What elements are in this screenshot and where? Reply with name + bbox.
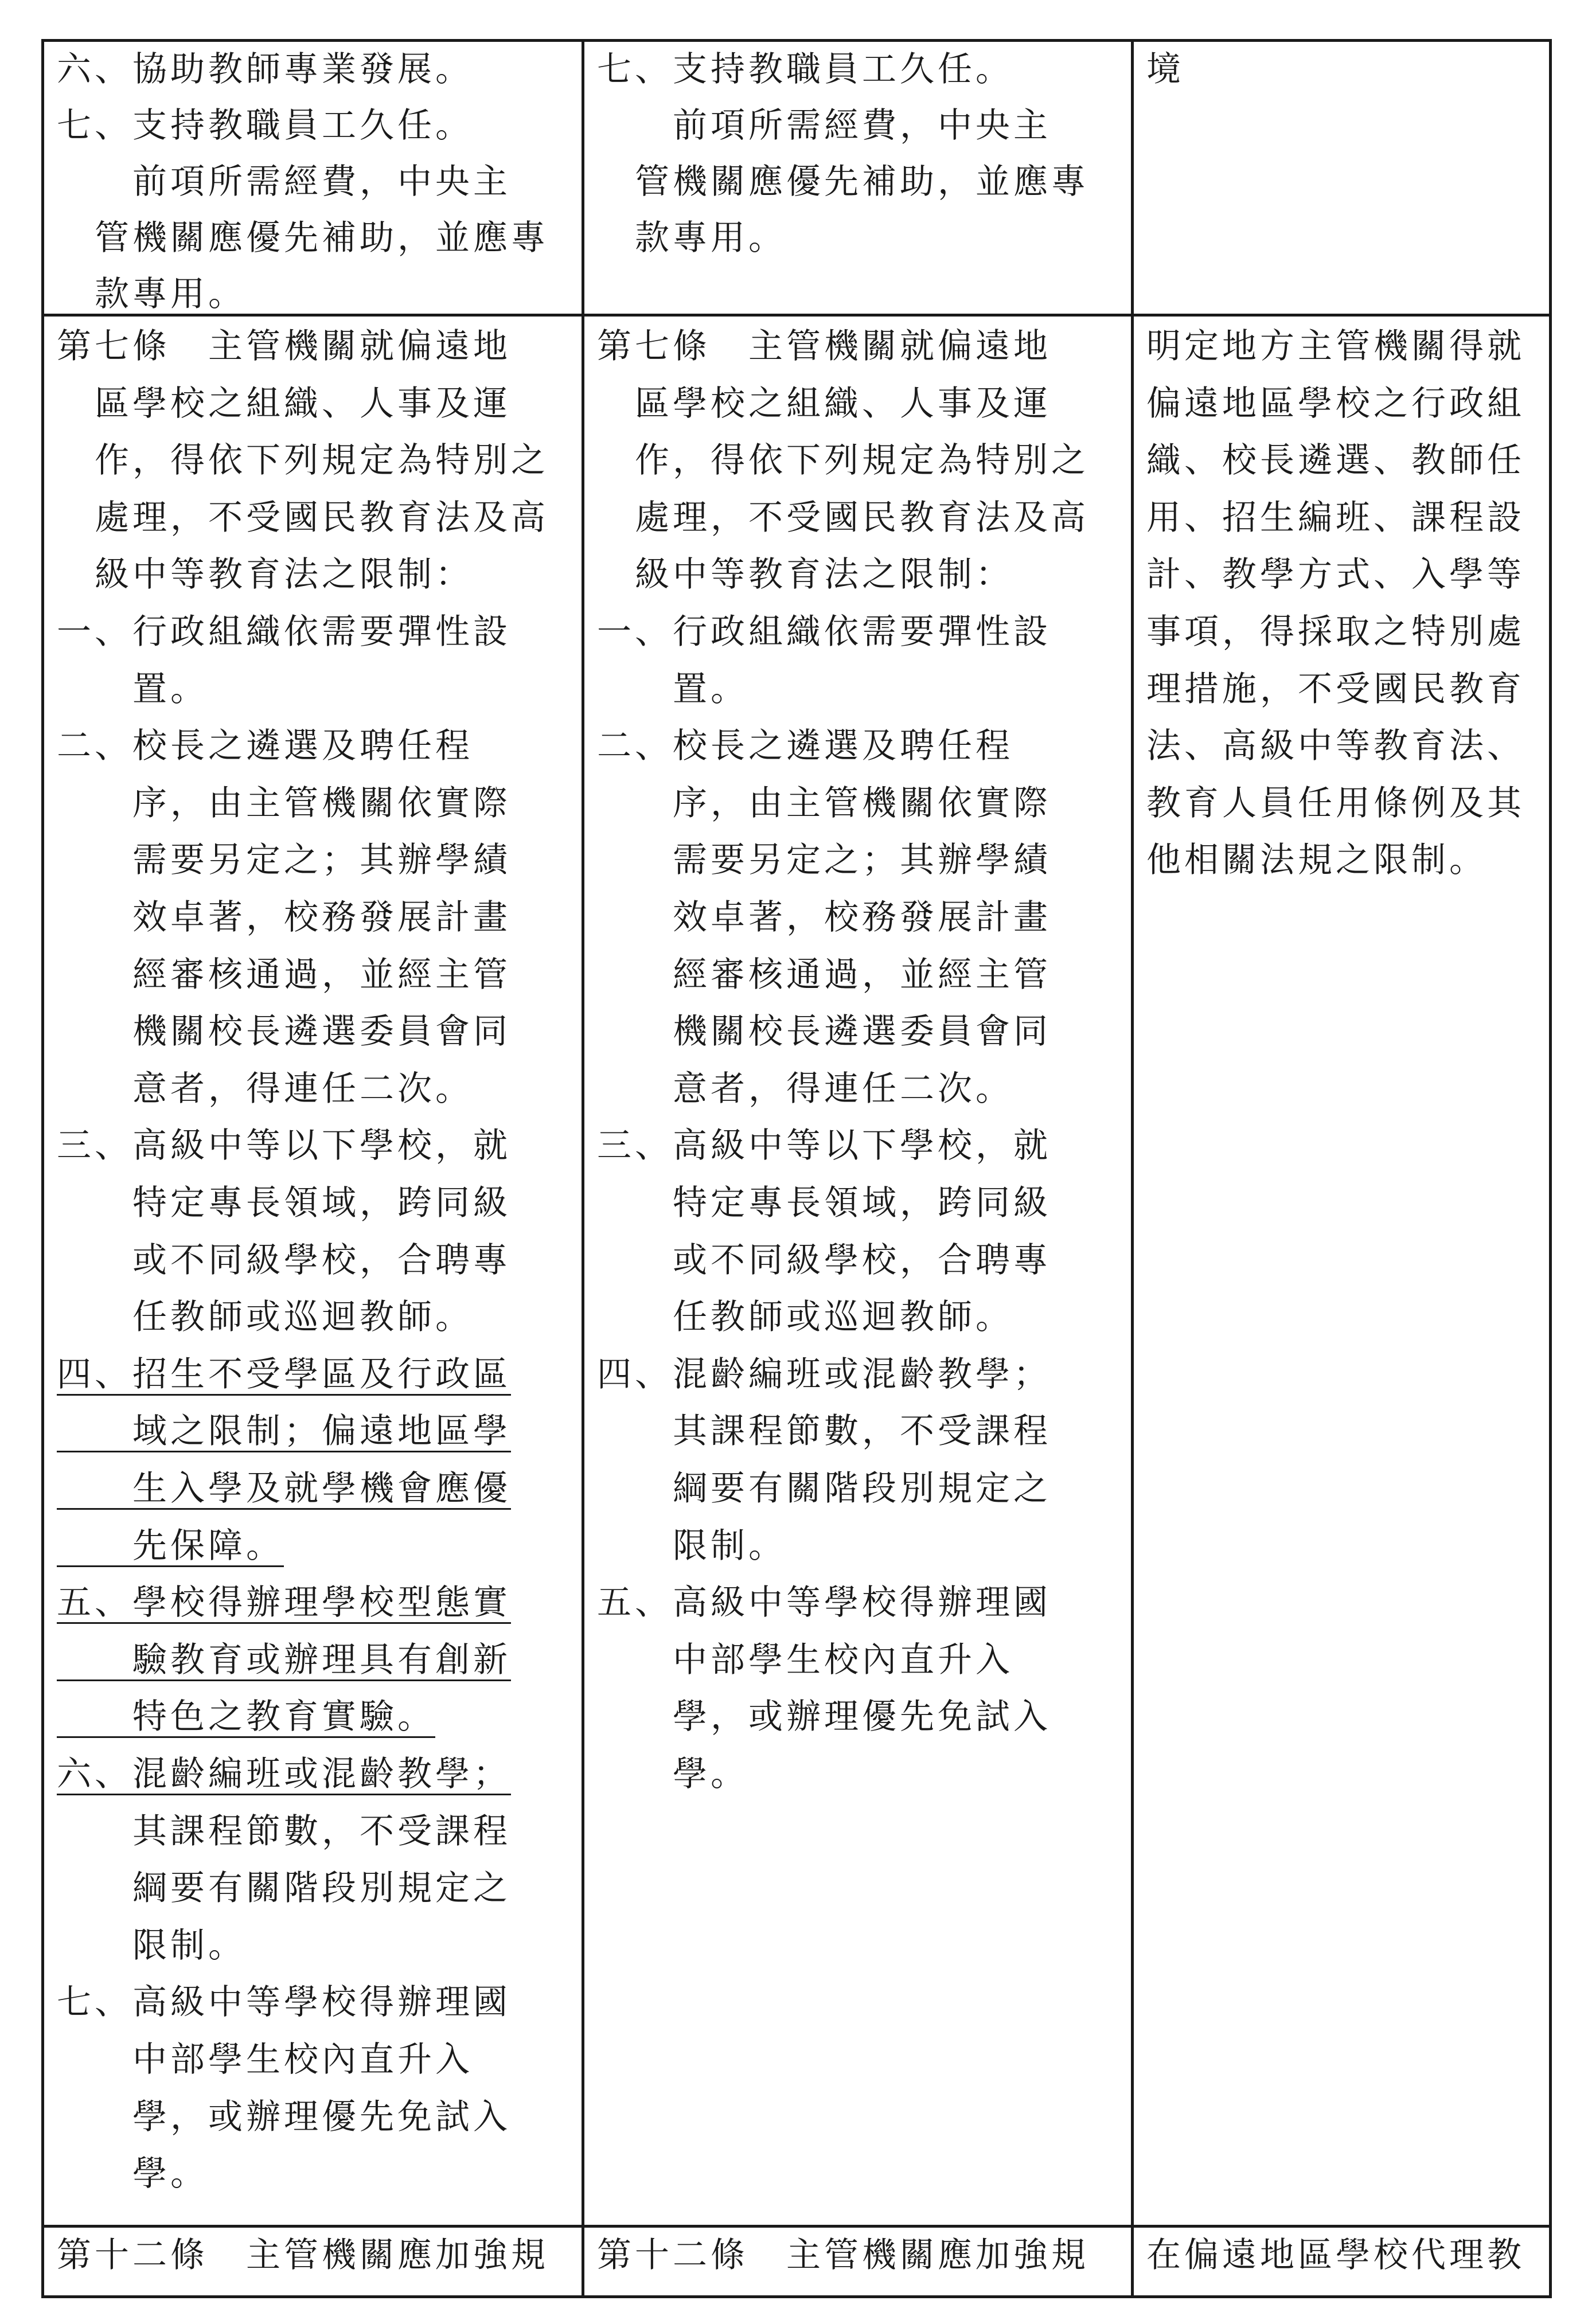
row-article-7-original-text-column [597,317,1126,2225]
row-article-12-explanation-column [1146,2228,1544,2295]
text-line: 其課程節數，不受課程 [57,1811,511,1852]
text-line: 綱要有關階段別規定之 [57,1868,511,1909]
text-line: 管機關應優先補助，並應專 [597,162,1089,202]
row-continuation-explanation-column [1146,42,1544,314]
text-line: 置。 [597,669,748,709]
table-border-left [41,39,44,2298]
text-line: 效卓著，校務發展計畫 [597,897,1051,938]
text-line: 織、校長遴選、教師任 [1146,440,1525,481]
text-line: 作，得依下列規定為特別之 [597,440,1089,481]
text-line: 置。 [57,669,208,709]
text-line: 處理，不受國民教育法及高 [57,497,549,538]
text-line: 區學校之組織、人事及運 [597,383,1051,424]
text-line: 驗教育或辦理具有創新 [57,1639,511,1680]
text-line: 處理，不受國民教育法及高 [597,497,1089,538]
table-column-divider [582,39,584,2298]
text-line: 序，由主管機關依實際 [597,783,1051,823]
text-line: 七、支持教職員工久任。 [57,106,473,146]
row-article-7-current-law-column [57,317,577,2225]
text-line: 限制。 [597,1525,786,1566]
text-line: 四、招生不受學區及行政區 [57,1354,511,1395]
text-line: 任教師或巡迴教師。 [597,1297,1013,1338]
text-line: 先保障。 [57,1525,284,1566]
text-line: 前項所需經費，中央主 [57,162,511,202]
text-line: 意者，得連任二次。 [57,1068,473,1109]
text-line: 經審核通過，並經主管 [57,954,511,995]
text-line: 計、教學方式、入學等 [1146,554,1525,595]
table-border-right [1549,39,1552,2298]
row-continuation-original-text-column [597,42,1126,314]
text-line: 法、高級中等教育法、 [1146,726,1525,767]
text-line: 作，得依下列規定為特別之 [57,440,549,481]
text-line: 任教師或巡迴教師。 [57,1297,473,1338]
text-line: 中部學生校內直升入 [597,1639,1013,1680]
text-line: 在偏遠地區學校代理教 [1146,2235,1525,2275]
text-line: 三、高級中等以下學校，就 [57,1126,511,1166]
text-line: 域之限制；偏遠地區學 [57,1411,511,1452]
text-line: 五、學校得辦理學校型態實 [57,1583,511,1623]
text-line: 前項所需經費，中央主 [597,106,1051,146]
text-line: 教育人員任用條例及其 [1146,783,1525,823]
text-line: 中部學生校內直升入 [57,2040,473,2080]
text-line: 第十二條 主管機關應加強規 [57,2235,549,2275]
row-article-12-current-law-column [57,2228,577,2295]
text-line: 三、高級中等以下學校，就 [597,1126,1051,1166]
text-line: 七、高級中等學校得辦理國 [57,1982,511,2023]
text-line: 需要另定之；其辦學績 [597,840,1051,881]
text-line: 級中等教育法之限制： [597,554,1013,595]
text-line: 用、招生編班、課程設 [1146,497,1525,538]
text-line: 他相關法規之限制。 [1146,840,1487,881]
text-line: 其課程節數，不受課程 [597,1411,1051,1452]
text-line: 區學校之組織、人事及運 [57,383,511,424]
text-line: 二、校長之遴選及聘任程 [57,726,473,767]
text-line: 境 [1146,49,1184,89]
row-continuation-current-law-column [57,42,577,314]
text-line: 機關校長遴選委員會同 [597,1011,1051,1052]
text-line: 綱要有關階段別規定之 [597,1468,1051,1509]
text-line: 六、協助教師專業發展。 [57,49,473,89]
text-line: 一、行政組織依需要彈性設 [57,612,511,652]
text-line: 需要另定之；其辦學績 [57,840,511,881]
text-line: 學，或辦理優先免試入 [57,2096,511,2137]
text-line: 特色之教育實驗。 [57,1697,435,1737]
text-line: 五、高級中等學校得辦理國 [597,1583,1051,1623]
text-line: 第十二條 主管機關應加強規 [597,2235,1089,2275]
row-article-7-explanation-column [1146,317,1544,2225]
text-line: 六、混齡編班或混齡教學； [57,1754,511,1794]
text-line: 學。 [597,1754,748,1794]
text-line: 一、行政組織依需要彈性設 [597,612,1051,652]
text-line: 特定專長領域，跨同級 [57,1183,511,1223]
row-article-12-original-text-column [597,2228,1126,2295]
text-line: 學。 [57,2154,208,2194]
text-line: 學，或辦理優先免試入 [597,1697,1051,1737]
text-line: 或不同級學校，合聘專 [57,1240,511,1280]
text-line: 款專用。 [57,274,246,314]
text-line: 生入學及就學機會應優 [57,1468,511,1509]
text-line: 二、校長之遴選及聘任程 [597,726,1013,767]
text-line: 偏遠地區學校之行政組 [1146,383,1525,424]
text-line: 事項，得採取之特別處 [1146,612,1525,652]
text-line: 四、混齡編班或混齡教學； [597,1354,1051,1395]
text-line: 序，由主管機關依實際 [57,783,511,823]
text-line: 明定地方主管機關得就 [1146,326,1525,366]
text-line: 理措施，不受國民教育 [1146,669,1525,709]
text-line: 機關校長遴選委員會同 [57,1011,511,1052]
text-line: 效卓著，校務發展計畫 [57,897,511,938]
text-line: 七、支持教職員工久任。 [597,49,1013,89]
text-line: 特定專長領域，跨同級 [597,1183,1051,1223]
text-line: 意者，得連任二次。 [597,1068,1013,1109]
text-line: 經審核通過，並經主管 [597,954,1051,995]
table-border-bottom [41,2295,1552,2298]
text-line: 第七條 主管機關就偏遠地 [597,326,1051,366]
text-line: 或不同級學校，合聘專 [597,1240,1051,1280]
table-column-divider [1131,39,1134,2298]
text-line: 限制。 [57,1925,246,1966]
text-line: 第七條 主管機關就偏遠地 [57,326,511,366]
text-line: 級中等教育法之限制： [57,554,473,595]
text-line: 管機關應優先補助，並應專 [57,218,549,258]
text-line: 款專用。 [597,218,786,258]
document-table [41,39,1552,2298]
